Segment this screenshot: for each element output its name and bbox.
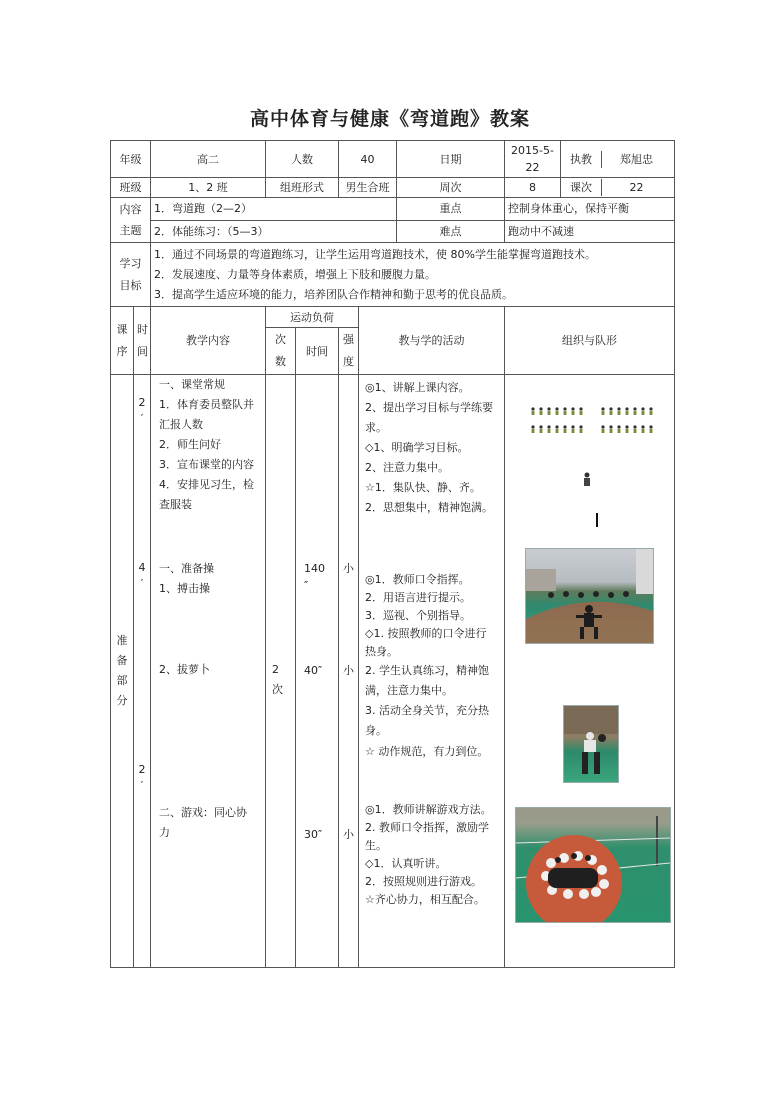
- date-text: 2015-5-22: [511, 144, 554, 174]
- lesson-value: 22: [629, 181, 644, 194]
- teacher-cell: [561, 141, 675, 178]
- student-body: [572, 429, 575, 433]
- student-dot: [555, 425, 558, 428]
- reps-header: [266, 328, 296, 375]
- order-header: [111, 307, 134, 375]
- activity-a2-l1: ◎1．教师口令指挥。: [365, 573, 470, 586]
- student-dot: [601, 425, 604, 428]
- duration-2: 40″: [304, 664, 323, 677]
- time-2-mark: ′: [140, 577, 144, 590]
- goal-3: 3．提高学生适应环境的能力，培养团队合作精神和勤于思考的优良品质。: [154, 287, 513, 301]
- student-body: [634, 429, 637, 433]
- student-body: [580, 429, 583, 433]
- goal-1: 1．通过不同场景的弯道跑练习，让学生运用弯道跑技术，使 80%学生能掌握弯道跑技术。: [154, 247, 596, 261]
- activity-a1-l1: ◎1、讲解上课内容。: [365, 381, 470, 394]
- count-value: 40: [339, 141, 397, 178]
- reps-h2: 数: [275, 355, 286, 368]
- photo-teamwork-game: [515, 807, 671, 923]
- photo-boxing-warmup: [525, 548, 654, 644]
- content-p1-l2: 1．体育委员整队并: [159, 398, 254, 411]
- reps-unit: 次: [272, 683, 283, 696]
- section-4: 分: [116, 694, 128, 707]
- content-p4-l1: 二、游戏：同心协: [159, 806, 247, 819]
- goals-list: [151, 243, 675, 307]
- content-row-1: [111, 198, 675, 221]
- activity-part-1: [365, 378, 493, 518]
- student-body: [540, 429, 543, 433]
- duration-1-num: 140: [304, 562, 325, 575]
- student-dot: [625, 425, 628, 428]
- duration-1-mark: ″: [304, 579, 309, 592]
- activity-cell: [359, 375, 505, 968]
- goal-2: 2．发展速度、力量等身体素质，增强上下肢和腰腹力量。: [154, 267, 436, 281]
- section-2: 备: [116, 654, 128, 667]
- goals-label-2: 目标: [119, 278, 142, 292]
- date-value: [505, 141, 561, 178]
- student-dot: [571, 425, 574, 428]
- intensity-h1: 强: [343, 333, 354, 346]
- student-dot: [609, 425, 612, 428]
- header-row-1: [111, 307, 675, 328]
- reps-cell: [266, 375, 296, 968]
- time-3-num: 2: [138, 763, 146, 776]
- student-dot: [625, 407, 628, 410]
- student-body: [626, 429, 629, 433]
- count-label: 人数: [266, 141, 339, 178]
- activity-a2-l10: ☆ 动作规范，有力到位。: [365, 745, 489, 758]
- activity-a1-l7: 2．思想集中，精神饱满。: [365, 501, 493, 514]
- content-p2-l1: 一、准备操: [159, 562, 214, 575]
- content-p4-l2: 力: [159, 826, 170, 839]
- student-body: [650, 411, 653, 415]
- student-dot: [633, 407, 636, 410]
- student-dot: [641, 425, 644, 428]
- duration-1: [304, 560, 325, 594]
- activity-a2-l9: 身。: [365, 724, 387, 737]
- student-dot: [571, 407, 574, 410]
- time-header: [134, 307, 151, 375]
- order-h2: 序: [116, 344, 128, 358]
- content-p1-l3: 汇报人数: [159, 418, 203, 431]
- student-dot: [555, 407, 558, 410]
- date-label: 日期: [397, 141, 505, 178]
- content-part-2: [159, 559, 214, 599]
- student-body: [650, 429, 653, 433]
- student-body: [540, 411, 543, 415]
- activity-a2-l3: 3．巡视、个别指导。: [365, 609, 471, 622]
- time-h1: 时: [137, 322, 148, 336]
- teacher-figure-icon: [584, 473, 590, 487]
- student-body: [626, 411, 629, 415]
- student-body: [642, 411, 645, 415]
- duration-3: 30″: [304, 828, 323, 841]
- student-dot: [649, 407, 652, 410]
- content-label-1: 内容: [119, 203, 142, 216]
- key-value: 控制身体重心，保持平衡: [505, 198, 675, 221]
- student-body: [548, 429, 551, 433]
- student-dot: [617, 407, 620, 410]
- info-row-2: [111, 178, 675, 198]
- intensity-header: [339, 328, 359, 375]
- formation-diagram: [527, 405, 667, 535]
- student-dot: [531, 407, 534, 410]
- student-body: [580, 411, 583, 415]
- page-title: 高中体育与健康《弯道跑》教案: [249, 108, 530, 130]
- grade-label: 年级: [111, 141, 151, 178]
- student-body: [618, 411, 621, 415]
- student-dot: [563, 425, 566, 428]
- duration-header: 时间: [296, 328, 339, 375]
- intensity-3: 小: [343, 828, 354, 841]
- intensity-1: 小: [343, 562, 354, 575]
- time-cell: [134, 375, 151, 968]
- activity-a3-l1: ◎1．教师讲解游戏方法。: [365, 803, 492, 816]
- student-body: [610, 429, 613, 433]
- student-dot: [539, 407, 542, 410]
- lesson-plan-table: [110, 140, 675, 968]
- student-dot: [531, 425, 534, 428]
- time-2: [134, 560, 150, 592]
- reps-num: 2: [272, 663, 279, 676]
- activity-a3-l3: 生。: [365, 839, 387, 852]
- time-1-num: 2: [138, 396, 146, 409]
- student-body: [564, 429, 567, 433]
- activity-a1-l5: 2、注意力集中。: [365, 461, 449, 474]
- photo-game-art: [516, 808, 670, 922]
- content-item-1: 1．弯道跑（2—2）: [151, 198, 397, 221]
- student-dot: [633, 425, 636, 428]
- difficult-value: 跑动中不减速: [505, 220, 675, 243]
- student-dot: [649, 425, 652, 428]
- content-row-2: [111, 220, 675, 243]
- student-dot: [617, 425, 620, 428]
- activity-a2-l2: 2．用语言进行提示。: [365, 591, 471, 604]
- activity-header: 教与学的活动: [359, 307, 505, 375]
- content-label: [111, 198, 151, 243]
- student-dot: [601, 407, 604, 410]
- content-part-1: [159, 375, 254, 515]
- form-value: 男生合班: [339, 178, 397, 198]
- content-item-2: 2．体能练习：（5—3）: [151, 220, 397, 243]
- time-3-mark: ′: [140, 779, 144, 792]
- content-part-3: [159, 660, 210, 680]
- activity-a2-l8: 3. 活动全身关节，充分热: [365, 704, 489, 717]
- difficult-label: 难点: [397, 220, 505, 243]
- student-body: [618, 429, 621, 433]
- student-body: [548, 411, 551, 415]
- student-dot: [547, 425, 550, 428]
- activity-a1-l3: 求。: [365, 421, 387, 434]
- intensity-h2: 度: [343, 355, 354, 368]
- goals-label-1: 学习: [119, 256, 142, 270]
- content-p1-l6: 4．安排见习生，检: [159, 478, 254, 491]
- content-label-2: 主题: [119, 224, 142, 237]
- order-h1: 课: [116, 322, 128, 336]
- content-p1-l4: 2．师生问好: [159, 438, 221, 451]
- goals-label: [111, 243, 151, 307]
- activity-a1-l6: ☆1．集队快、静、齐。: [365, 481, 481, 494]
- student-body: [532, 411, 535, 415]
- student-body: [564, 411, 567, 415]
- time-h2: 间: [137, 344, 148, 358]
- student-body: [556, 429, 559, 433]
- student-body: [642, 429, 645, 433]
- student-body: [602, 411, 605, 415]
- teacher-label: 执教: [561, 151, 602, 168]
- section-3: 部: [116, 674, 128, 687]
- student-dot: [563, 407, 566, 410]
- content-part-4: [159, 803, 247, 843]
- intensity-2: 小: [343, 664, 354, 677]
- activity-part-3: [365, 801, 492, 909]
- student-dot: [641, 407, 644, 410]
- student-rows: [531, 407, 652, 433]
- formation-header: 组织与队形: [505, 307, 675, 375]
- content-p3-l1: 2、拔萝卜: [159, 663, 210, 676]
- time-3: [134, 762, 150, 794]
- marker-flag-icon: [596, 513, 598, 527]
- content-p1-l1: 一、课堂常规: [159, 378, 225, 391]
- duration-cell: [296, 375, 339, 968]
- student-body: [602, 429, 605, 433]
- student-dot: [579, 407, 582, 410]
- info-row-1: [111, 141, 675, 178]
- photo-pull-radish: [563, 705, 619, 783]
- student-dot: [609, 407, 612, 410]
- form-label: 组班形式: [266, 178, 339, 198]
- activity-a1-l2: 2、提出学习目标与学练要: [365, 401, 493, 414]
- activity-a3-l5: 2．按照规则进行游戏。: [365, 875, 482, 888]
- section-1: 准: [116, 634, 128, 647]
- content-p1-l7: 查服装: [159, 498, 192, 511]
- student-body: [634, 411, 637, 415]
- key-label: 重点: [397, 198, 505, 221]
- body-row: [111, 375, 675, 968]
- time-2-num: 4: [138, 561, 146, 574]
- section-cell: [111, 375, 134, 968]
- teacher-value: 郑旭忠: [620, 152, 653, 166]
- student-dot: [579, 425, 582, 428]
- photo-radish-art: [564, 706, 618, 782]
- activity-a2-l5: 热身。: [365, 645, 398, 658]
- activity-a3-l6: ☆齐心协力，相互配合。: [365, 893, 485, 906]
- student-body: [532, 429, 535, 433]
- activity-a2-l7: 满，注意力集中。: [365, 684, 453, 697]
- goals-row: [111, 243, 675, 307]
- grade-value: 高二: [151, 141, 266, 178]
- teaching-content-cell: [151, 375, 266, 968]
- intensity-cell: [339, 375, 359, 968]
- student-dot: [539, 425, 542, 428]
- formation-cell: [505, 375, 675, 968]
- student-body: [556, 411, 559, 415]
- lesson-cell: [561, 178, 675, 198]
- week-value: 8: [505, 178, 561, 198]
- reps-h1: 次: [275, 333, 286, 346]
- reps-value: [272, 660, 283, 700]
- week-label: 周次: [397, 178, 505, 198]
- activity-part-2: [365, 571, 489, 763]
- content-header: 教学内容: [151, 307, 266, 375]
- student-body: [610, 411, 613, 415]
- photo-boxing-art: [526, 549, 653, 643]
- time-1: [134, 395, 150, 427]
- lesson-label: 课次: [561, 179, 602, 196]
- activity-a3-l2: 2. 教师口令指挥，激励学: [365, 821, 489, 834]
- activity-a1-l4: ◇1、明确学习目标。: [365, 441, 469, 454]
- class-label: 班级: [111, 178, 151, 198]
- activity-a2-l4: ◇1. 按照教师的口令进行: [365, 627, 487, 640]
- class-value: 1、2 班: [151, 178, 266, 198]
- activity-a2-l6: 2. 学生认真练习，精神饱: [365, 664, 489, 677]
- load-header: 运动负荷: [266, 307, 359, 328]
- time-1-mark: ′: [140, 412, 144, 425]
- activity-a3-l4: ◇1．认真听讲。: [365, 857, 447, 870]
- content-p1-l5: 3．宣布课堂的内容: [159, 458, 254, 471]
- student-body: [572, 411, 575, 415]
- content-p2-l2: 1、搏击操: [159, 582, 210, 595]
- student-dot: [547, 407, 550, 410]
